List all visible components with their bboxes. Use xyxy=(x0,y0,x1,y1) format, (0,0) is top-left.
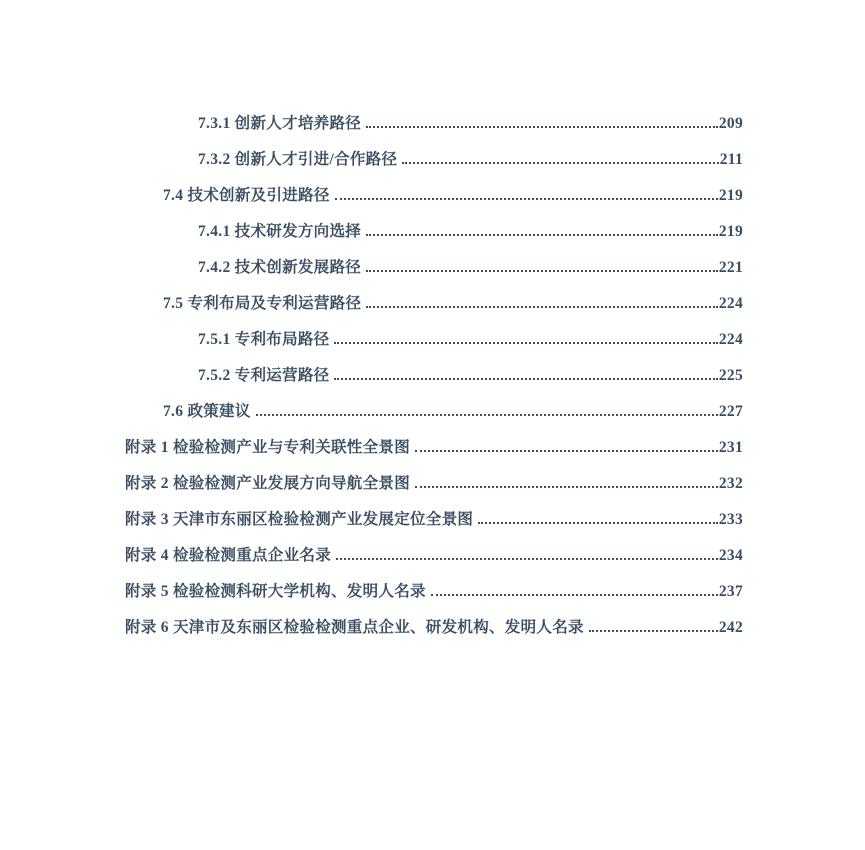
toc-entry-label: 7.4 技术创新及引进路径 xyxy=(163,187,330,204)
toc-entry-page: 231 xyxy=(718,439,743,456)
toc-entry[interactable] xyxy=(125,358,743,394)
toc-entry-page: 221 xyxy=(718,259,743,276)
dot-leader xyxy=(256,414,718,416)
dot-leader xyxy=(478,522,718,524)
toc-entry-page: 232 xyxy=(718,475,743,492)
toc-entry-label: 7.4.1 技术研发方向选择 xyxy=(198,223,362,240)
toc-entry[interactable] xyxy=(125,502,743,538)
dot-leader xyxy=(415,450,718,452)
toc-entry-page: 219 xyxy=(718,223,743,240)
toc-entry[interactable] xyxy=(125,286,743,322)
dot-leader xyxy=(335,198,718,200)
table-of-contents xyxy=(125,106,743,646)
toc-entry[interactable] xyxy=(125,610,743,646)
toc-entry-page: 227 xyxy=(718,403,743,420)
toc-entry[interactable] xyxy=(125,538,743,574)
toc-entry-label: 7.6 政策建议 xyxy=(163,403,251,420)
dot-leader xyxy=(334,342,717,344)
toc-entry-label: 7.4.2 技术创新发展路径 xyxy=(198,259,362,276)
toc-entry-label: 7.5.2 专利运营路径 xyxy=(198,367,330,384)
toc-entry-page: 209 xyxy=(718,115,743,132)
dot-leader xyxy=(334,378,717,380)
dot-leader xyxy=(589,630,718,632)
toc-entry[interactable] xyxy=(125,106,743,142)
toc-entry-label: 7.3.1 创新人才培养路径 xyxy=(198,115,362,132)
toc-entry-page: 225 xyxy=(718,367,743,384)
toc-entry-label: 7.5.1 专利布局路径 xyxy=(198,331,330,348)
toc-entry-label: 附录 4 检验检测重点企业名录 xyxy=(125,547,332,564)
toc-entry-label: 附录 1 检验检测产业与专利关联性全景图 xyxy=(125,439,411,456)
toc-entry[interactable] xyxy=(125,466,743,502)
toc-entry-page: 233 xyxy=(718,511,743,528)
toc-entry-page: 219 xyxy=(718,187,743,204)
toc-entry-page: 211 xyxy=(719,151,743,168)
dot-leader xyxy=(402,162,718,164)
toc-entry[interactable] xyxy=(125,322,743,358)
dot-leader xyxy=(431,594,718,596)
toc-entry-label: 附录 3 天津市东丽区检验检测产业发展定位全景图 xyxy=(125,511,474,528)
toc-entry[interactable] xyxy=(125,250,743,286)
toc-entry[interactable] xyxy=(125,394,743,430)
dot-leader xyxy=(336,558,718,560)
dot-leader xyxy=(366,306,718,308)
toc-entry-label: 附录 2 检验检测产业发展方向导航全景图 xyxy=(125,475,411,492)
toc-entry-label: 7.5 专利布局及专利运营路径 xyxy=(163,295,362,312)
toc-entry[interactable] xyxy=(125,178,743,214)
toc-entry-page: 234 xyxy=(718,547,743,564)
toc-entry-page: 224 xyxy=(718,331,743,348)
dot-leader xyxy=(366,234,718,236)
toc-entry[interactable] xyxy=(125,142,743,178)
dot-leader xyxy=(415,486,718,488)
toc-entry-page: 237 xyxy=(718,583,743,600)
toc-entry-page: 242 xyxy=(718,619,743,636)
toc-entry-label: 附录 6 天津市及东丽区检验检测重点企业、研发机构、发明人名录 xyxy=(125,619,584,636)
toc-entry-page: 224 xyxy=(718,295,743,312)
dot-leader xyxy=(366,126,718,128)
toc-entry[interactable] xyxy=(125,430,743,466)
toc-entry[interactable] xyxy=(125,214,743,250)
toc-entry[interactable] xyxy=(125,574,743,610)
toc-entry-label: 附录 5 检验检测科研大学机构、发明人名录 xyxy=(125,583,426,600)
dot-leader xyxy=(366,270,718,272)
toc-entry-label: 7.3.2 创新人才引进/合作路径 xyxy=(198,151,398,168)
